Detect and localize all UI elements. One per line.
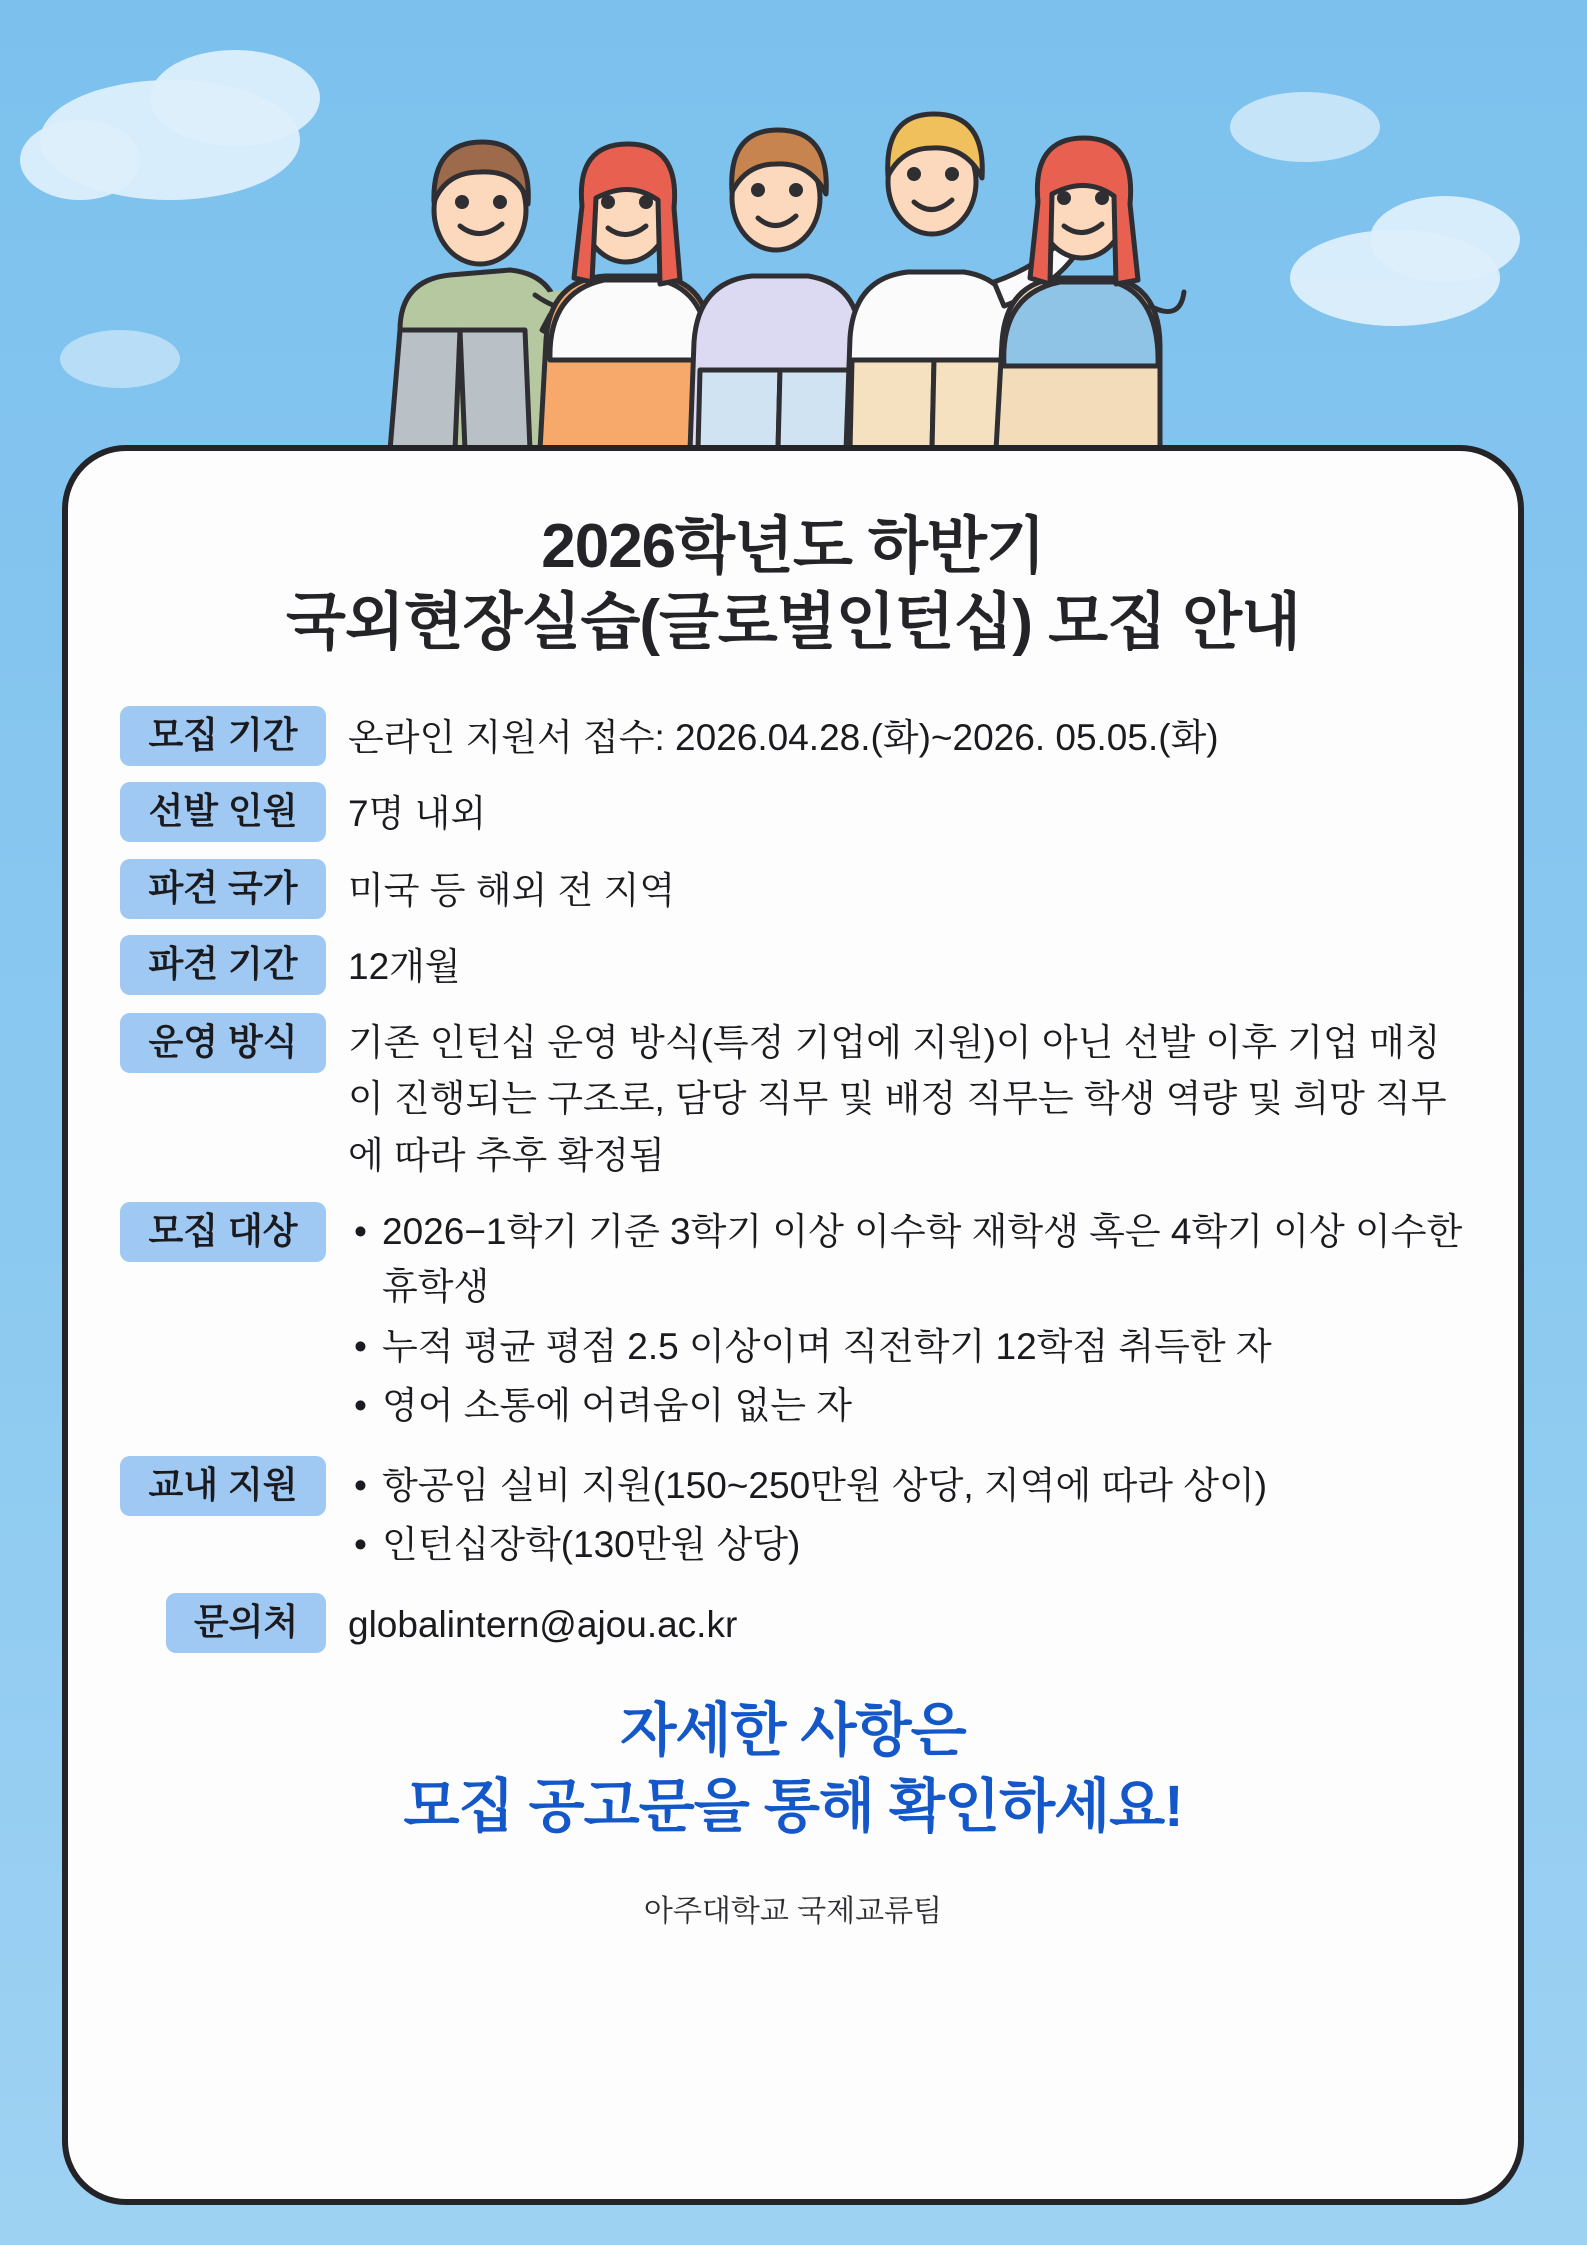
- list-item: • 영어 소통에 어려움이 없는 자: [348, 1378, 1472, 1434]
- announcement-card: [62, 445, 1524, 2205]
- row-tag: 파견 국가: [120, 859, 326, 919]
- list-item: • 인턴십장학(130만원 상당): [348, 1517, 1472, 1573]
- cta-line-1: 자세한 사항은: [620, 1698, 966, 1764]
- cloud-icon: [1370, 196, 1520, 282]
- info-row-contact: [120, 1593, 1472, 1653]
- list-item: • 항공임 실비 지원(150~250만원 상당, 지역에 따라 상이): [348, 1458, 1472, 1514]
- row-tag: 선발 인원: [120, 782, 326, 842]
- row-tag: 모집 대상: [120, 1202, 326, 1262]
- row-tag: 문의처: [166, 1593, 326, 1653]
- row-value: 7명 내외: [348, 793, 487, 835]
- students-illustration: [360, 30, 1190, 460]
- contact-email[interactable]: globalintern@ajou.ac.kr: [348, 1603, 738, 1645]
- info-row-campus-support: [120, 1454, 1472, 1577]
- cloud-icon: [1230, 92, 1380, 162]
- page-title: [108, 509, 1478, 660]
- row-value: 기존 인턴십 운영 방식(특정 기업에 지원)이 아닌 선발 이후 기업 매칭이 진행되는 구조로, 담당 직무 및 배정 직무는 학생 역량 및 희망 직무에 따라 추후 확정됨: [348, 1022, 1447, 1176]
- row-value: 12개월: [348, 945, 461, 987]
- footer-organization: 아주대학교 국제교류팀: [643, 1894, 943, 1928]
- row-tag: 교내 지원: [120, 1456, 326, 1516]
- row-tag: 파견 기간: [120, 935, 326, 995]
- title-line-2: 국외현장실습(글로벌인턴십) 모집 안내: [285, 587, 1301, 657]
- row-tag: 운영 방식: [120, 1013, 326, 1073]
- list-item: • 2026−1학기 기준 3학기 이상 이수학 재학생 혹은 4학기 이상 이수한 휴학생: [348, 1204, 1472, 1315]
- info-row-destination-country: [120, 859, 1472, 919]
- cloud-icon: [60, 330, 180, 388]
- cta-line-2: 모집 공고문을 통해 확인하세요!: [403, 1773, 1183, 1839]
- row-value: 온라인 지원서 접수: 2026.04.28.(화)~2026. 05.05.(화): [348, 717, 1219, 759]
- title-line-1: 2026학년도 하반기: [541, 512, 1045, 581]
- info-row-selection-count: [120, 782, 1472, 842]
- info-row-application-period: [120, 706, 1472, 766]
- row-value: 미국 등 해외 전 지역: [348, 869, 676, 911]
- info-row-operation-method: [120, 1011, 1472, 1184]
- eligibility-list: [348, 1204, 1472, 1434]
- info-row-eligibility: [120, 1200, 1472, 1438]
- row-value: [348, 1200, 1472, 1438]
- row-tag: 모집 기간: [120, 706, 326, 766]
- cloud-icon: [20, 120, 140, 200]
- info-rows: [68, 706, 1518, 1653]
- support-list: [348, 1458, 1472, 1573]
- cloud-icon: [150, 50, 320, 146]
- list-item: • 누적 평균 평점 2.5 이상이며 직전학기 12학점 취득한 자: [348, 1319, 1472, 1375]
- info-row-dispatch-period: [120, 935, 1472, 995]
- students-group-icon: [360, 30, 1190, 460]
- call-to-action: [68, 1693, 1518, 1844]
- row-value: [348, 1454, 1472, 1577]
